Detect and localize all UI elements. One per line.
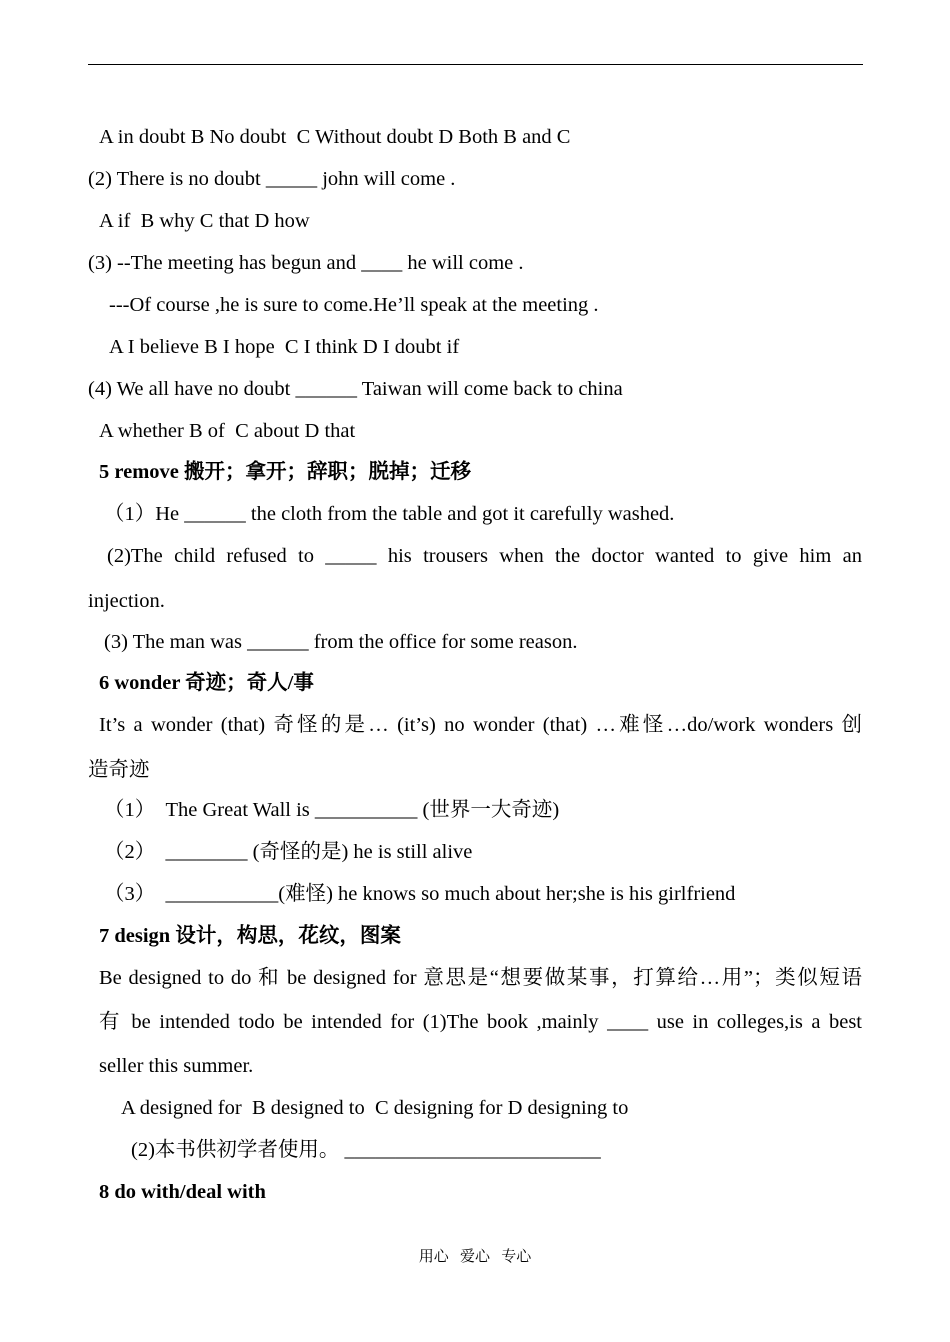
remove-q2: (2)The child refused to _____ his trousers when the doctor wanted to give him an <box>107 545 862 567</box>
section-6-heading: 6 wonder 奇迹；奇人/事 <box>99 672 314 694</box>
wonder-phrases: It’s a wonder (that) 奇怪的是… (it’s) no wonder (that) …难怪…do/work wonders 创 <box>99 714 862 736</box>
q2-question: (2) There is no doubt _____ john will come . <box>88 168 456 190</box>
page-footer: 用心 爱心 专心 <box>418 1249 532 1265</box>
wonder-q2: （2） ________ (奇怪的是) he is still alive <box>104 841 473 863</box>
design-explanation-cont: 有 be intended todo be intended for (1)The book ,mainly ____ use in colleges,is a best <box>99 1011 862 1033</box>
q4-options: A whether B of C about D that <box>99 420 356 442</box>
q3-options: A I believe B I hope C I think D I doubt if <box>109 336 460 358</box>
section-8-heading: 8 do with/deal with <box>99 1181 266 1203</box>
design-q1-cont: seller this summer. <box>99 1055 254 1077</box>
remove-q2-cont: injection. <box>88 590 165 612</box>
wonder-q1: （1） The Great Wall is __________ (世界一大奇迹) <box>104 799 560 821</box>
q2-options: A if B why C that D how <box>99 210 310 232</box>
q3-reply: ---Of course ,he is sure to come.He’ll speak at the meeting . <box>109 294 599 316</box>
design-explanation: Be designed to do 和 be designed for 意思是“想要做某事，打算给…用”；类似短语 <box>99 967 862 989</box>
wonder-q3: （3） ___________(难怪) he knows so much about her;she is his girlfriend <box>104 883 736 905</box>
q1-options: A in doubt B No doubt C Without doubt D Both B and C <box>99 126 571 148</box>
q3-question: (3) --The meeting has begun and ____ he will come . <box>88 252 524 274</box>
design-q2: (2)本书供初学者使用。 _________________________ <box>131 1139 601 1161</box>
header-rule <box>88 64 863 65</box>
section-7-heading: 7 design 设计，构思，花纹，图案 <box>99 925 401 947</box>
wonder-phrases-cont: 造奇迹 <box>88 759 150 781</box>
q4-question: (4) We all have no doubt ______ Taiwan will come back to china <box>88 378 623 400</box>
remove-q3: (3) The man was ______ from the office for some reason. <box>104 631 578 653</box>
remove-q1: （1）He ______ the cloth from the table and got it carefully washed. <box>104 503 675 525</box>
section-5-heading: 5 remove 搬开；拿开；辞职；脱掉；迁移 <box>99 461 472 483</box>
design-q1-options: A designed for B designed to C designing for D designing to <box>121 1097 629 1119</box>
